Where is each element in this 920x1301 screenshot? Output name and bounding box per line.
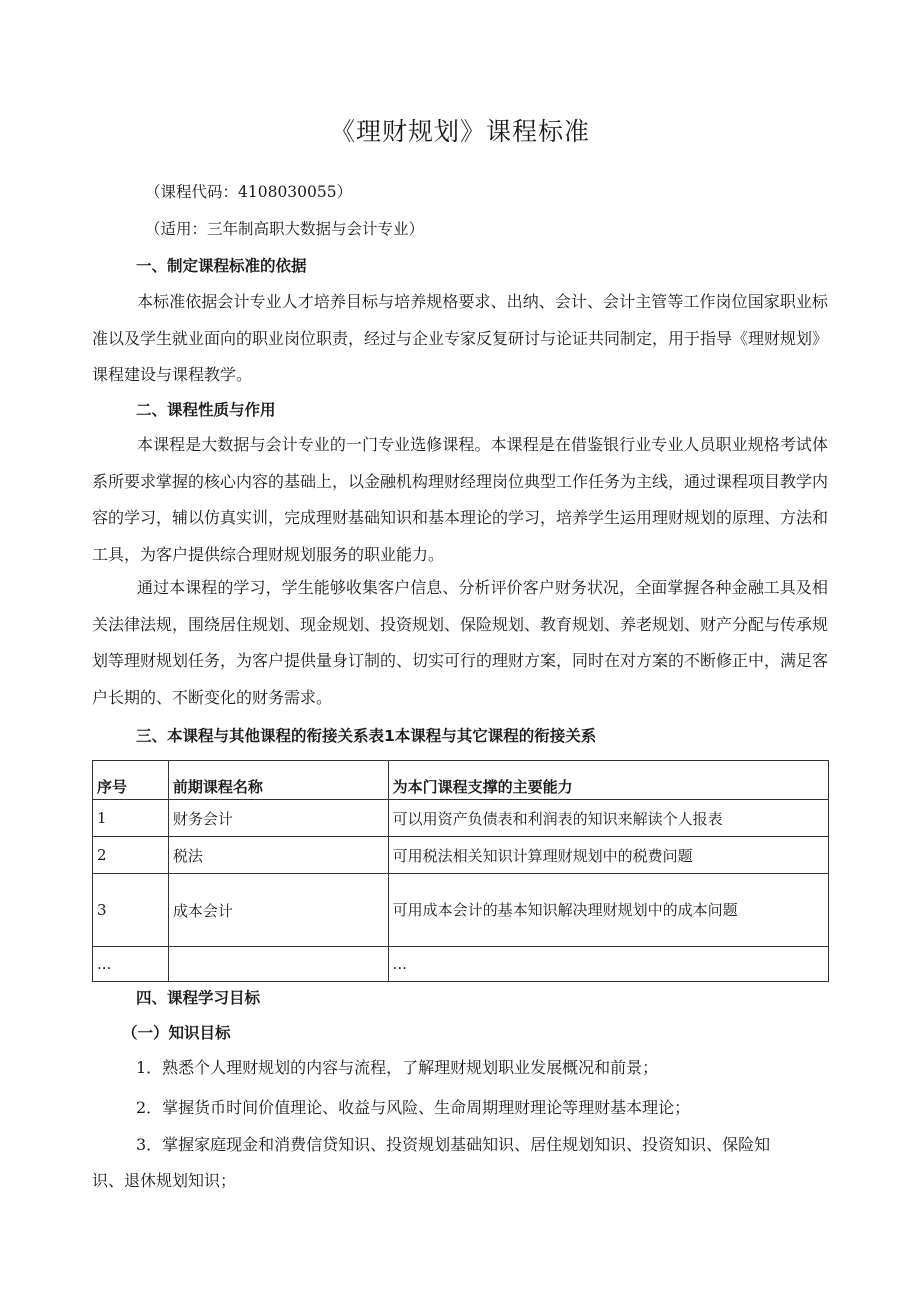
knowledge-goals-heading: （一）知识目标 [122,1024,231,1042]
table-cell [168,947,388,982]
section1-paragraph: 本标准依据会计专业人才培养目标与培养规格要求、出纳、会计、会计主管等工作岗位国家职业标准以及学生就业面向的职业岗位职责，经过与企业专家反复研讨与论证共同制定，用于指导《理财规划》课程建设与课程教学。 [92,292,829,384]
table-cell: 财务会计 [168,800,388,837]
table-cell: 可以用资产负债表和利润表的知识来解读个人报表 [388,800,828,837]
applicable-scope: （适用：三年制高职大数据与会计专业） [145,220,425,238]
knowledge-goal-item: 3．掌握家庭现金和消费信贷知识、投资规划基础知识、居住规划知识、投资知识、保险知识、退休规划知识； [92,1135,771,1190]
table-row [93,837,829,874]
table-cell: 可用成本会计的基本知识解决理财规划中的成本问题 [388,874,828,947]
section2-paragraph-2: 通过本课程的学习，学生能够收集客户信息、分析评价客户财务状况，全面掌握各种金融工具及相关法律法规，围绕居住规划、现金规划、投资规划、保险规划、教育规划、养老规划、财产分配与传承规划等理财规划任务，为客户提供量身订制的、切实可行的理财方案，同时在对方案的不断修正中，满足客户长期的、不断变化的财务需求。 [92,578,829,707]
knowledge-goal-item: 1．熟悉个人理财规划的内容与流程，了解理财规划职业发展概况和前景； [136,1058,659,1077]
section1-heading: 一、制定课程标准的依据 [136,257,307,275]
section2-heading: 二、课程性质与作用 [136,401,276,419]
table-cell: 1 [93,800,169,837]
table-cell: 成本会计 [168,874,388,947]
table-row [93,874,829,947]
table-cell: 3 [93,874,169,947]
table-row [93,947,829,982]
table-header-cell: 序号 [93,761,169,800]
section2-paragraph-1: 本课程是大数据与会计专业的一门专业选修课程。本课程是在借鉴银行业专业人员职业规格考试体系所要求掌握的核心内容的基础上，以金融机构理财经理岗位典型工作任务为主线，通过课程项目教学内容的学习，辅以仿真实训，完成理财基础知识和基本理论的学习，培养学生运用理财规划的原理、方法和工具，为客户提供综合理财规划服务的职业能力。 [92,435,829,564]
knowledge-goal-item: 2．掌握货币时间价值理论、收益与风险、生命周期理财理论等理财基本理论； [136,1098,691,1117]
section3-heading: 三、本课程与其他课程的衔接关系表1本课程与其它课程的衔接关系 [136,727,597,745]
table-header-cell: 为本门课程支撑的主要能力 [388,761,828,800]
table-cell: 2 [93,837,169,874]
table-cell: 税法 [168,837,388,874]
course-code: （课程代码：4108030055） [145,183,353,201]
section4-heading: 四、课程学习目标 [136,989,261,1007]
table-header-row [93,761,829,800]
course-relation-table [92,760,829,982]
table-cell: 可用税法相关知识计算理财规划中的税费问题 [388,837,828,874]
table-header-cell: 前期课程名称 [168,761,388,800]
document-title: 《理财规划》课程标准 [329,117,590,146]
table-row [93,800,829,837]
table-cell: ... [388,947,828,982]
table-cell: ... [93,947,169,982]
